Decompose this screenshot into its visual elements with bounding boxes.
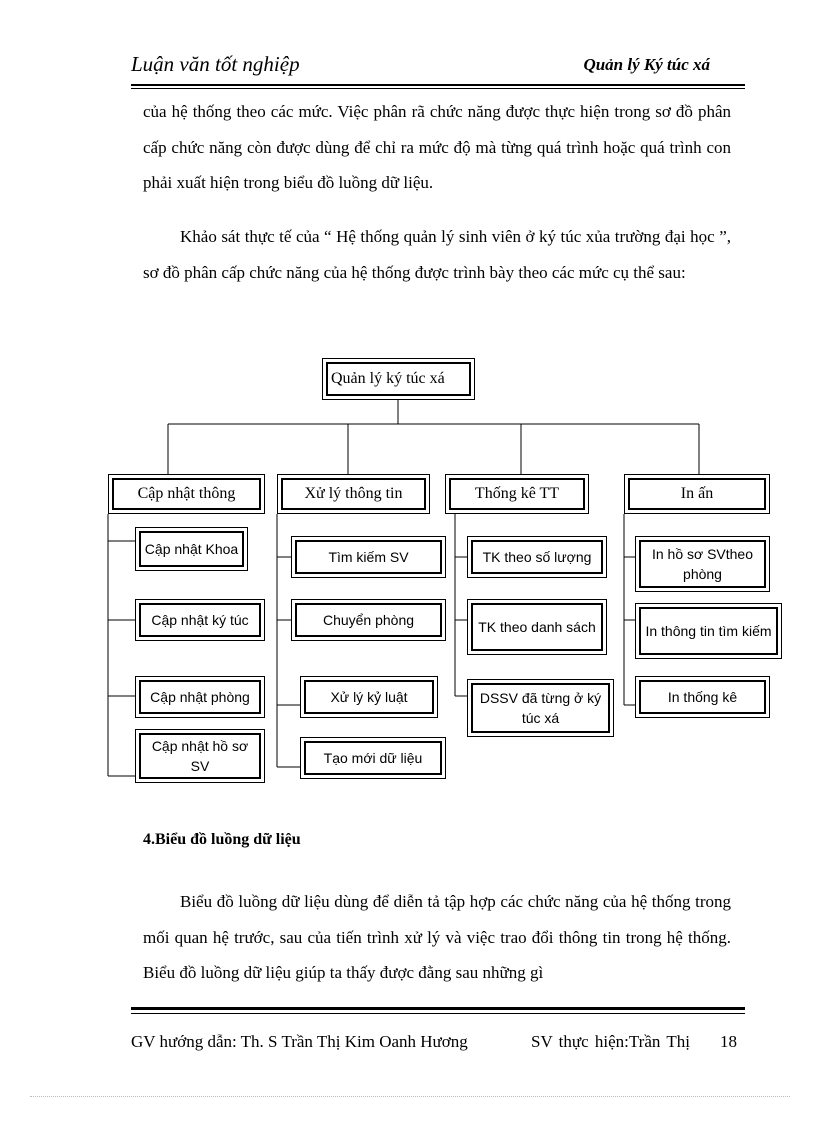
header-title-left: Luận văn tốt nghiệp <box>131 52 300 76</box>
node-update-dorm: Cập nhật ký túc <box>135 599 265 641</box>
paragraph-1: của hệ thống theo các mức. Việc phân rã chức năng được thực hiện trong sơ đồ phân cấp chức năng còn được dùng để chỉ ra mức độ mà từng quá trình hoặc quá trình con phải xuất hiện trong biểu đồ luồng dữ liệu. <box>143 102 731 192</box>
node-stat-by-count: TK theo số lượng <box>467 536 607 578</box>
section-heading: 4.Biểu đồ luồng dữ liệu <box>143 831 301 848</box>
footer-rule <box>131 1007 745 1010</box>
node-update-faculty: Cập nhật Khoa <box>135 527 248 571</box>
node-stat-by-list: TK theo danh sách <box>467 599 607 655</box>
node-print-search-info: In thông tin tìm kiếm <box>635 603 782 659</box>
header-title-right: Quản lý Ký túc xá <box>583 55 710 74</box>
node-new-data: Tạo mới dữ liệu <box>300 737 446 779</box>
node-update-room: Cập nhật phòng <box>135 676 265 718</box>
node-former-residents: DSSV đã từng ở ký túc xá <box>467 679 614 737</box>
node-update-student-record: Cập nhật hồ sơ SV <box>135 729 265 783</box>
branch-process-info: Xử lý thông tin <box>277 474 430 514</box>
footer-advisor: GV hướng dẫn: Th. S Trần Thị Kim Oanh Hương <box>131 1032 468 1051</box>
node-discipline: Xử lý kỷ luật <box>300 676 438 718</box>
paragraph-2: Khảo sát thực tế của “ Hệ thống quản lý sinh viên ở ký túc xủa trường đại học ”, sơ đồ phân cấp chức năng của hệ thống được trình bày theo các mức cụ thể sau: <box>143 227 731 282</box>
footer-student: SV thực hiện:Trần Thị <box>531 1032 690 1051</box>
branch-statistics: Thống kê TT <box>445 474 589 514</box>
footer-rule-thin <box>131 1013 745 1014</box>
node-print-room-records: In hồ sơ SVtheo phòng <box>635 536 770 592</box>
diagram-root-node: Quản lý ký túc xá <box>322 358 475 400</box>
node-change-room: Chuyển phòng <box>291 599 446 641</box>
branch-printing: In ấn <box>624 474 770 514</box>
node-search-student: Tìm kiếm SV <box>291 536 446 578</box>
page-edge <box>30 1096 790 1097</box>
page-number: 18 <box>720 1032 737 1051</box>
node-print-statistics: In thống kê <box>635 676 770 718</box>
paragraph-3: Biểu đồ luồng dữ liệu dùng để diễn tả tập hợp các chức năng của hệ thống trong mối quan hệ trước, sau của tiến trình xử lý và việc trao đổi thông tin trong hệ thống. Biểu đồ luồng dữ liệu giúp ta thấy được đằng sau những gì <box>143 892 731 982</box>
branch-update-info: Cập nhật thông <box>108 474 265 514</box>
